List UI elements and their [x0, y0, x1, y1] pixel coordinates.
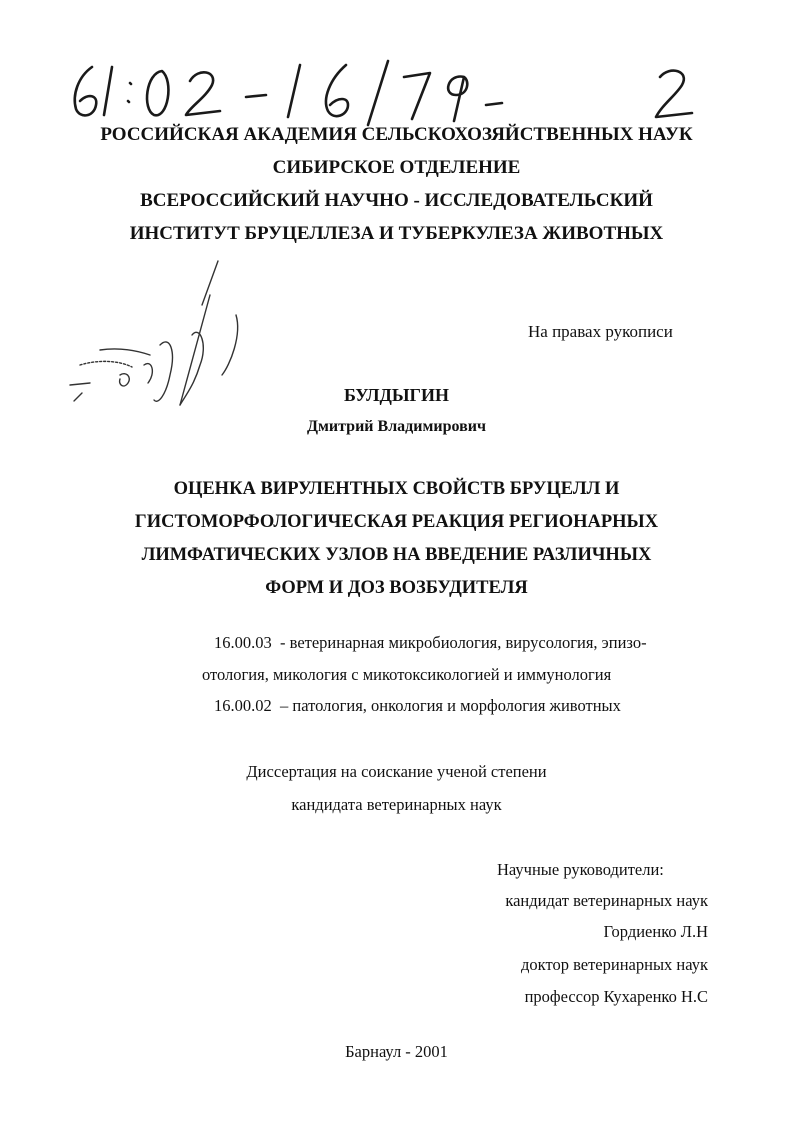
title-line-4: ФОРМ И ДОЗ ВОЗБУДИТЕЛЯ	[265, 578, 528, 598]
institution-header	[0, 118, 793, 250]
city-year: Барнаул - 2001	[345, 1042, 448, 1061]
institution-line-2: СИБИРСКОЕ ОТДЕЛЕНИЕ	[272, 157, 521, 178]
degree-line-1: Диссертация на соискание ученой степени	[246, 762, 547, 781]
title-line-3: ЛИМФАТИЧЕСКИХ УЗЛОВ НА ВВЕДЕНИЕ РАЗЛИЧНЫХ	[141, 545, 652, 565]
supervisors-heading: Научные руководители:	[497, 860, 664, 879]
title-line-1: ОЦЕНКА ВИРУЛЕНТНЫХ СВОЙСТВ БРУЦЕЛЛ И	[173, 479, 620, 499]
degree-line-2: кандидата ветеринарных наук	[291, 795, 502, 814]
supervisor-2-degree: доктор ветеринарных наук	[521, 955, 708, 974]
manuscript-rights-note: На правах рукописи	[528, 322, 673, 341]
title-line-2: ГИСТОМОРФОЛОГИЧЕСКАЯ РЕАКЦИЯ РЕГИОНАРНЫХ	[134, 512, 659, 532]
supervisor-2-name: профессор Кухаренко Н.С	[524, 987, 708, 1006]
institution-line-3: ВСЕРОССИЙСКИЙ НАУЧНО - ИССЛЕДОВАТЕЛЬСКИЙ	[140, 190, 653, 211]
institution-line-4: ИНСТИТУТ БРУЦЕЛЛЕЗА И ТУБЕРКУЛЕЗА ЖИВОТНЫХ	[129, 223, 664, 244]
specialty-line-3: 16.00.02 – патология, онкология и морфология животных	[214, 696, 621, 715]
author-surname: БУЛДЫГИН	[343, 385, 450, 405]
dissertation-title	[0, 473, 793, 605]
author-given-names: Дмитрий Владимирович	[307, 418, 486, 435]
supervisor-1-name: Гордиенко Л.Н	[603, 922, 708, 941]
institution-line-1: РОССИЙСКАЯ АКАДЕМИЯ СЕЛЬСКОХОЗЯЙСТВЕННЫХ НАУК	[100, 124, 693, 145]
supervisor-1-degree: кандидат ветеринарных наук	[505, 891, 708, 910]
archive-number-text: 61:02-16/79-2	[50, 129, 56, 130]
specialty-line-1: 16.00.03 - ветеринарная микробиология, вирусология, эпизо-	[214, 633, 647, 652]
specialty-line-2: отология, микология с микотоксикологией и иммунология	[202, 665, 612, 684]
